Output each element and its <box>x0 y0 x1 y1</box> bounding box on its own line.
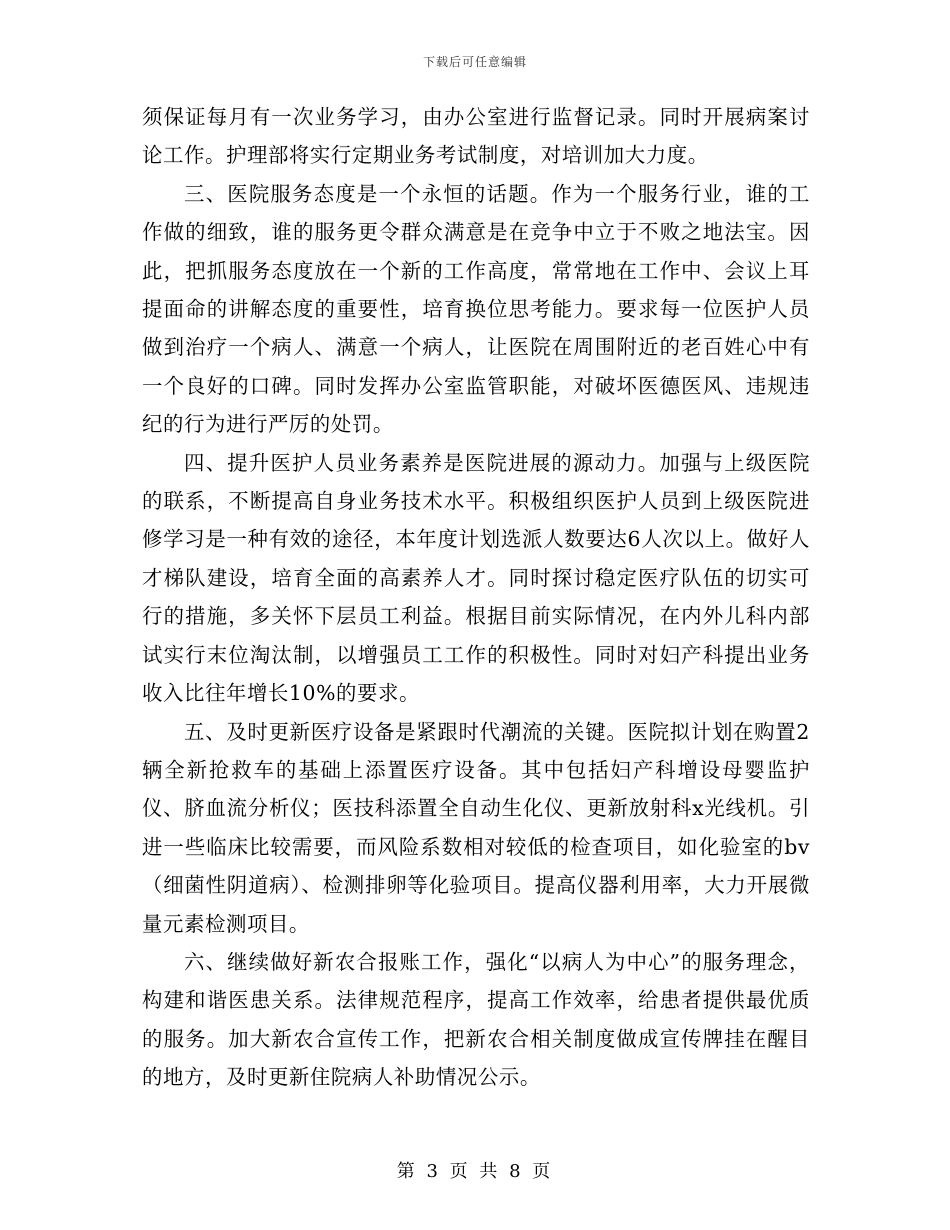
paragraph-section-6-rural-cooperative: 六、继续做好新农合报账工作，强化“以病人为中心”的服务理念，构建和谐医患关系。法律规范程序，提高工作效率，给患者提供最优质的服务。加大新农合宣传工作，把新农合相关制度做成宣传牌挂在醒目的地方，及时更新住院病人补助情况公示。 <box>142 949 810 1090</box>
paragraph-section-4-staff-training: 四、提升医护人员业务素养是医院进展的源动力。加强与上级医院的联系，不断提高自身业务技术水平。积极组织医护人员到上级医院进修学习是一种有效的途径，本年度计划选派人数要达6人次以上。做好人才梯队建设，培育全面的高素养人才。同时探讨稳定医疗队伍的切实可行的措施，多关怀下层员工利益。根据目前实际情况，在内外儿科内部试实行末位淘汰制，以增强员工工作的积极性。同时对妇产科提出业务收入比往年增长10%的要求。 <box>142 450 810 706</box>
page-footer: 第 3 页 共 8 页 <box>396 1161 554 1182</box>
paragraph-continuation: 须保证每月有一次业务学习，由办公室进行监督记录。同时开展病案讨论工作。护理部将实行定期业务考试制度，对培训加大力度。 <box>142 105 810 168</box>
page-header: 下载后可任意编辑 <box>422 55 527 69</box>
paragraph-section-5-medical-equipment: 五、及时更新医疗设备是紧跟时代潮流的关键。医院拟计划在购置2辆全新抢救车的基础上添置医疗设备。其中包括妇产科增设母婴监护仪、脐血流分析仪；医技科添置全自动生化仪、更新放射科x光线机。引进一些临床比较需要，而风险系数相对较低的检查项目，如化验室的bv（细菌性阴道病）、检测排卵等化验项目。提高仪器利用率，大力开展微量元素检测项目。 <box>142 719 810 936</box>
document-body <box>142 98 810 1097</box>
paragraph-section-3-service-attitude: 三、医院服务态度是一个永恒的话题。作为一个服务行业，谁的工作做的细致，谁的服务更令群众满意是在竞争中立于不败之地法宝。因此，把抓服务态度放在一个新的工作高度，常常地在工作中、会议上耳提面命的讲解态度的重要性，培育换位思考能力。要求每一位医护人员做到治疗一个病人、满意一个病人，让医院在周围附近的老百姓心中有一个良好的口碑。同时发挥办公室监管职能，对破坏医德医风、违规违纪的行为进行严厉的处罚。 <box>142 181 810 437</box>
